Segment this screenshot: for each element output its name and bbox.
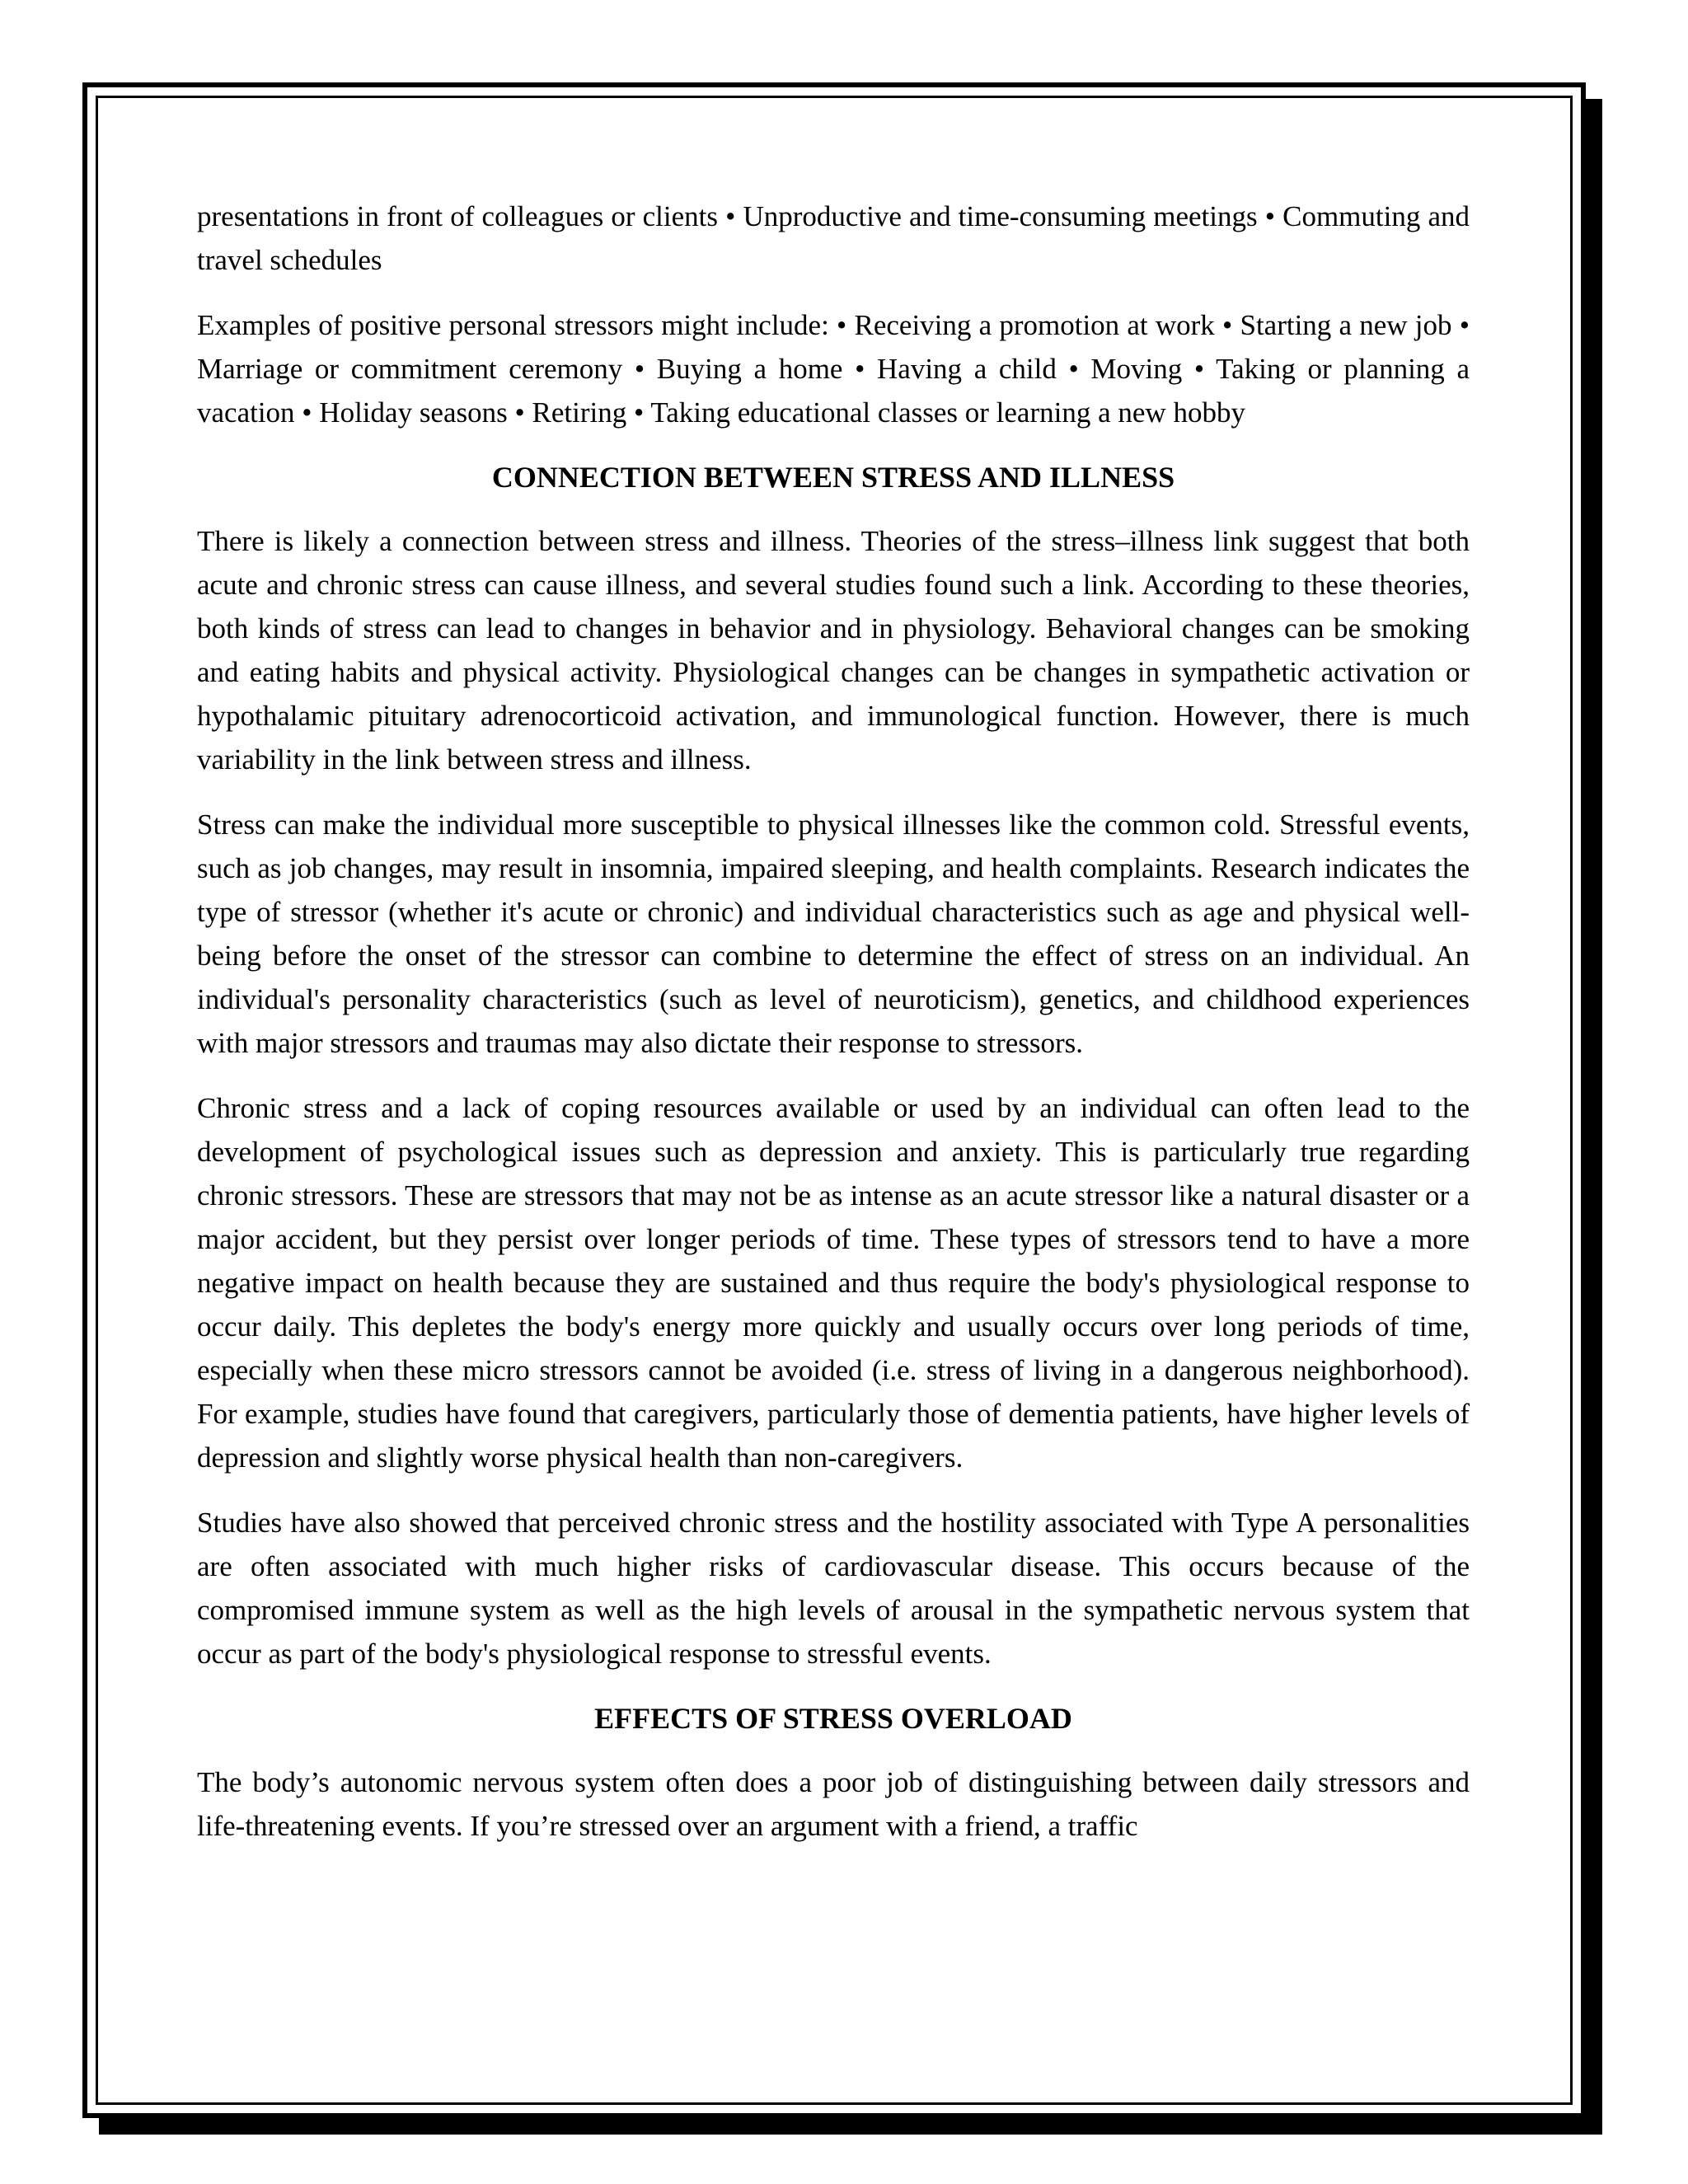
paragraph-connection-3: Chronic stress and a lack of coping resources available or used by an individual can often lead to the development of psychological issues such as depression and anxiety. This is particularly true regarding chronic stressors. These are stressors that may not be as intense as an acute stressor like a natural disaster or a major accident, but they persist over longer periods of time. These types of stressors tend to have a more negative impact on health because they are sustained and thus require the body's physiological response to occur daily. This depletes the body's energy more quickly and usually occurs over long periods of time, especially when these micro stressors cannot be avoided (i.e. stress of living in a dangerous neighborhood). For example, studies have found that caregivers, particularly those of dementia patients, have higher levels of depression and slightly worse physical health than non-caregivers. (197, 1092, 1470, 1474)
paragraph-positive-stressors: Examples of positive personal stressors might include: • Receiving a promotion at work • Starting a new job • Marriage or commitment ceremony • Buying a home • Having a child • Moving • Taking or planning a vacation • Holiday seasons • Retiring • Taking educational classes or learning a new hobby (197, 309, 1470, 429)
heading-connection: CONNECTION BETWEEN STRESS AND ILLNESS (491, 461, 1175, 494)
document-body (197, 194, 1470, 1869)
heading-effects: EFFECTS OF STRESS OVERLOAD (594, 1702, 1072, 1735)
paragraph-effects-1: The body’s autonomic nervous system often does a poor job of distinguishing between daily stressors and life-threatening events. If you’re stressed over an argument with a friend, a traffic (197, 1766, 1470, 1842)
paragraph-connection-2: Stress can make the individual more susceptible to physical illnesses like the common cold. Stressful events, such as job changes, may result in insomnia, impaired sleeping, and health complaints. Research indicates the type of stressor (whether it's acute or chronic) and individual characteristics such as age and physical well-being before the onset of the stressor can combine to determine the effect of stress on an individual. An individual's personality characteristics (such as level of neuroticism), genetics, and childhood experiences with major stressors and traumas may also dictate their response to stressors. (197, 808, 1470, 1059)
paragraph-intro-1: presentations in front of colleagues or clients • Unproductive and time-consuming meetings • Commuting and travel schedules (197, 200, 1470, 276)
paragraph-connection-4: Studies have also showed that perceived chronic stress and the hostility associated with Type A personalities are often associated with much higher risks of cardiovascular disease. This occurs because of the compromised immune system as well as the high levels of arousal in the sympathetic nervous system that occur as part of the body's physiological response to stressful events. (197, 1507, 1470, 1670)
paragraph-connection-1: There is likely a connection between stress and illness. Theories of the stress–illness link suggest that both acute and chronic stress can cause illness, and several studies found such a link. According to these theories, both kinds of stress can lead to changes in behavior and in physiology. Behavioral changes can be smoking and eating habits and physical activity. Physiological changes can be changes in sympathetic activation or hypothalamic pituitary adrenocorticoid activation, and immunological function. However, there is much variability in the link between stress and illness. (197, 525, 1470, 776)
